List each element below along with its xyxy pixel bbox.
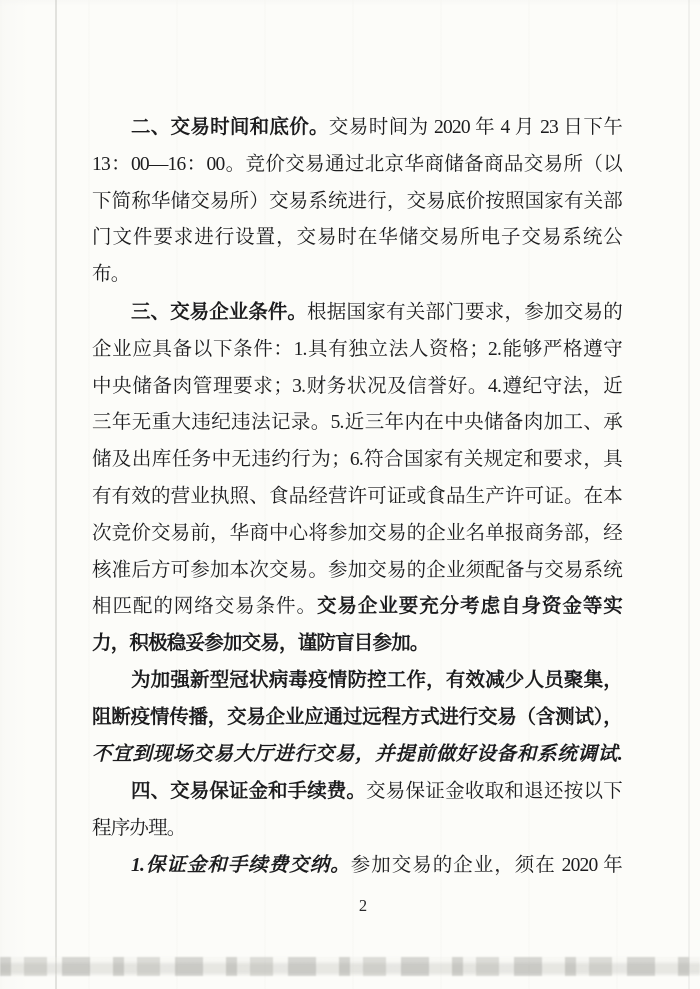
section-heading: 四、交易保证金和手续费。: [131, 780, 366, 803]
text-run: 交易时间为 2020 年 4 月 23 日下午: [328, 117, 622, 138]
text-line: [92, 442, 622, 479]
text-run: 程序办理。: [92, 818, 186, 840]
text-run: 根据国家有关部门要求，参加交易的: [306, 301, 622, 323]
text-line: [92, 516, 622, 553]
text-line: [92, 369, 622, 406]
text-run: 核准后方可参加本次交易。参加交易的企业须配备与交易系统: [92, 559, 622, 581]
text-line: [92, 553, 622, 590]
text-run: 相匹配的网络交易条件。: [92, 596, 317, 618]
text-line: [92, 294, 622, 332]
text-run: 下简称华储交易所）交易系统进行，交易底价按照国家有关部: [92, 190, 622, 212]
text-run: 门文件要求进行设置，交易时在华储交易所电子交易系统公: [92, 227, 622, 249]
text-line: [92, 811, 622, 848]
section-heading: 三、交易企业条件。: [131, 300, 307, 323]
document-body: [92, 109, 622, 885]
scan-artifact-vertical-line: [55, 0, 57, 989]
text-run: 交易企业要充分考虑自身资金等实: [316, 596, 622, 618]
text-line: [92, 700, 622, 737]
scan-artifact-right-edge: [688, 0, 690, 989]
text-line: [92, 257, 622, 294]
text-line: [92, 147, 622, 184]
text-run: 13：00—16：00。竞价交易通过北京华商储备商品交易所（以: [92, 153, 622, 175]
text-run: 阻断疫情传播，交易企业应通过远程方式进行交易（含测试），: [92, 706, 622, 728]
section-heading: 二、交易时间和底价。: [131, 116, 329, 138]
text-line: [92, 589, 622, 626]
scan-artifact-bottom-band: [0, 957, 700, 976]
text-line: [92, 663, 622, 700]
text-run: 力，积极稳妥参加交易，谨防盲目参加。: [92, 633, 429, 655]
text-run: 次竞价交易前，华商中心将参加交易的企业名单报商务部，经: [92, 522, 622, 544]
text-run: 三年无重大违纪违法记录。5.近三年内在中央储备肉加工、承: [92, 412, 622, 434]
text-line: [92, 220, 622, 257]
text-line: [92, 773, 622, 811]
text-run: 有有效的营业执照、食品经营许可证或食品生产许可证。在本: [92, 485, 622, 507]
text-line: [92, 184, 622, 221]
text-run: 不宜到现场交易大厅进行交易，并提前做好设备和系统调试.: [92, 743, 622, 765]
page-number: 2: [358, 896, 368, 915]
text-line: [92, 405, 622, 442]
text-run: 交易保证金收取和退还按以下: [365, 781, 622, 803]
text-line: [92, 626, 622, 663]
text-run: 参加交易的企业，须在 2020 年: [350, 854, 623, 876]
text-run: 1.保证金和手续费交纳。: [131, 854, 351, 876]
text-run: 布。: [92, 264, 130, 286]
text-run: 中央储备肉管理要求；3.财务状况及信誉好。4.遵纪守法，近: [92, 375, 622, 397]
text-run: 储及出库任务中无违约行为；6.符合国家有关规定和要求，具: [92, 449, 622, 471]
text-line: [92, 479, 622, 516]
text-run: 为加强新型冠状病毒疫情防控工作，有效减少人员聚集，: [131, 669, 622, 691]
text-run: 企业应具备以下条件：1.具有独立法人资格；2.能够严格遵守: [92, 338, 622, 360]
text-line: [92, 109, 622, 147]
text-line: [92, 737, 622, 774]
text-line: [92, 332, 622, 369]
text-line: [92, 848, 622, 885]
